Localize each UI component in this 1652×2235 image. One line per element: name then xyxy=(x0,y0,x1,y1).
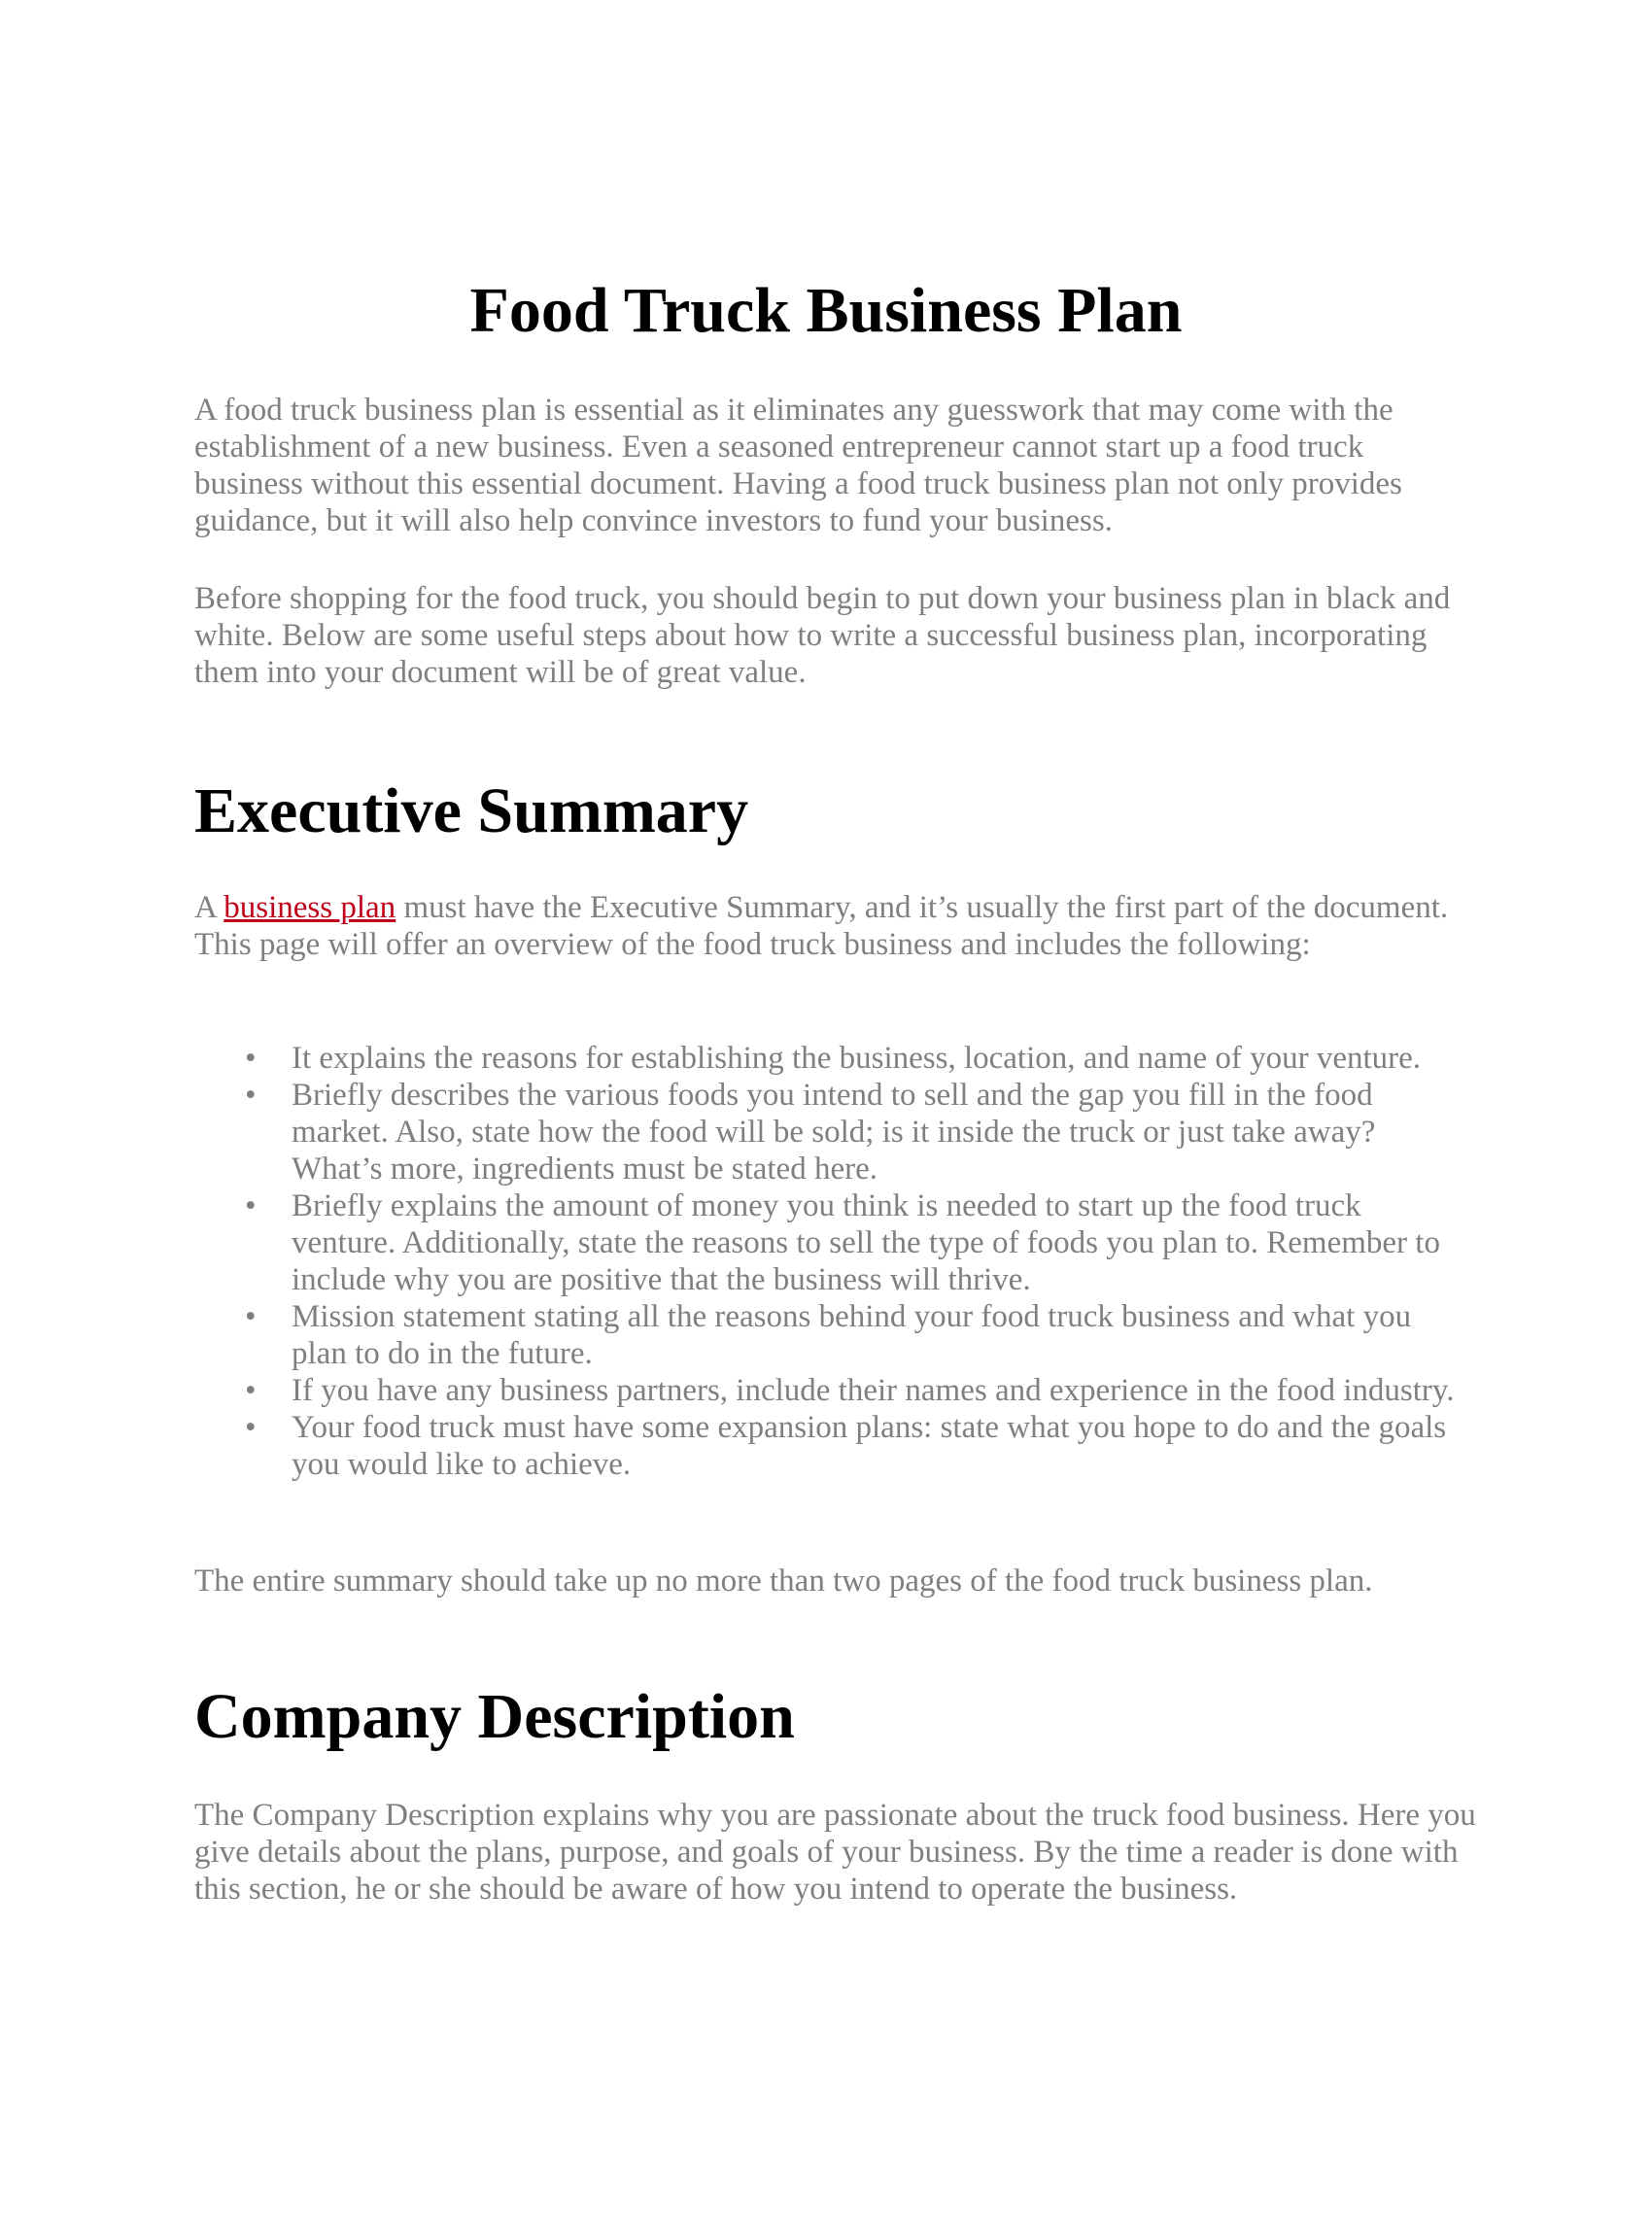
bullet-icon: • xyxy=(245,1373,257,1408)
bullet-icon: • xyxy=(245,1299,257,1334)
company-description-paragraph: The Company Description explains why you are passionate about the truck food business. Here you give details about the plans, purpose, and goals of your business. By the time a reader is done with this section, he or she should be aware of how you intend to operate the business. xyxy=(194,1798,1476,1907)
list-item-text: Mission statement stating all the reasons behind your food truck business and what you plan to do in the future. xyxy=(292,1299,1412,1371)
lead-prefix: A xyxy=(194,890,224,925)
company-description-heading: Company Description xyxy=(194,1681,795,1752)
executive-summary-bullets xyxy=(194,1040,1458,1483)
list-item xyxy=(194,1409,1458,1483)
list-item-text: Your food truck must have some expansion plans: state what you hope to do and the goals you would like to achieve. xyxy=(292,1410,1447,1482)
executive-summary-lead xyxy=(194,889,1477,963)
list-item xyxy=(194,1298,1458,1372)
executive-summary-closing: The entire summary should take up no more than two pages of the food truck business plan. xyxy=(194,1564,1373,1599)
bullet-icon: • xyxy=(245,1041,257,1076)
executive-summary-heading: Executive Summary xyxy=(194,775,749,846)
bullet-icon: • xyxy=(245,1410,257,1445)
list-item xyxy=(194,1187,1458,1298)
business-plan-link[interactable]: business plan xyxy=(224,890,396,925)
list-item xyxy=(194,1372,1458,1409)
list-item-text: Briefly explains the amount of money you think is needed to start up the food truck venture. Additionally, state the reasons to sell the type of foods you plan to. Remember to include why you are positive that the business will thrive. xyxy=(292,1188,1440,1297)
lead-suffix: must have the Executive Summary, and it’s usually the first part of the document. This page will offer an overview of the food truck business and includes the following: xyxy=(194,890,1449,962)
bullet-icon: • xyxy=(245,1078,257,1113)
document-title: Food Truck Business Plan xyxy=(469,275,1183,346)
bullet-icon: • xyxy=(245,1188,257,1223)
list-item xyxy=(194,1077,1458,1187)
list-item-text: It explains the reasons for establishing the business, location, and name of your venture. xyxy=(292,1041,1422,1076)
intro-paragraph-1: A food truck business plan is essential as it eliminates any guesswork that may come with the establishment of a new business. Even a seasoned entrepreneur cannot start up a food truck business without this essential document. Having a food truck business plan not only provides guidance, but it will also help convince investors to fund your business. xyxy=(194,393,1402,538)
intro-paragraph-2: Before shopping for the food truck, you should begin to put down your business plan in black and white. Below are some useful steps about how to write a successful business plan, incorporating them into your document will be of great value. xyxy=(194,581,1451,690)
list-item-text: Briefly describes the various foods you intend to sell and the gap you fill in the food market. Also, state how the food will be sold; is it inside the truck or just take away? What’s more, ingredients must be stated here. xyxy=(292,1078,1376,1186)
list-item-text: If you have any business partners, include their names and experience in the food industry. xyxy=(292,1373,1455,1408)
list-item xyxy=(194,1040,1458,1077)
